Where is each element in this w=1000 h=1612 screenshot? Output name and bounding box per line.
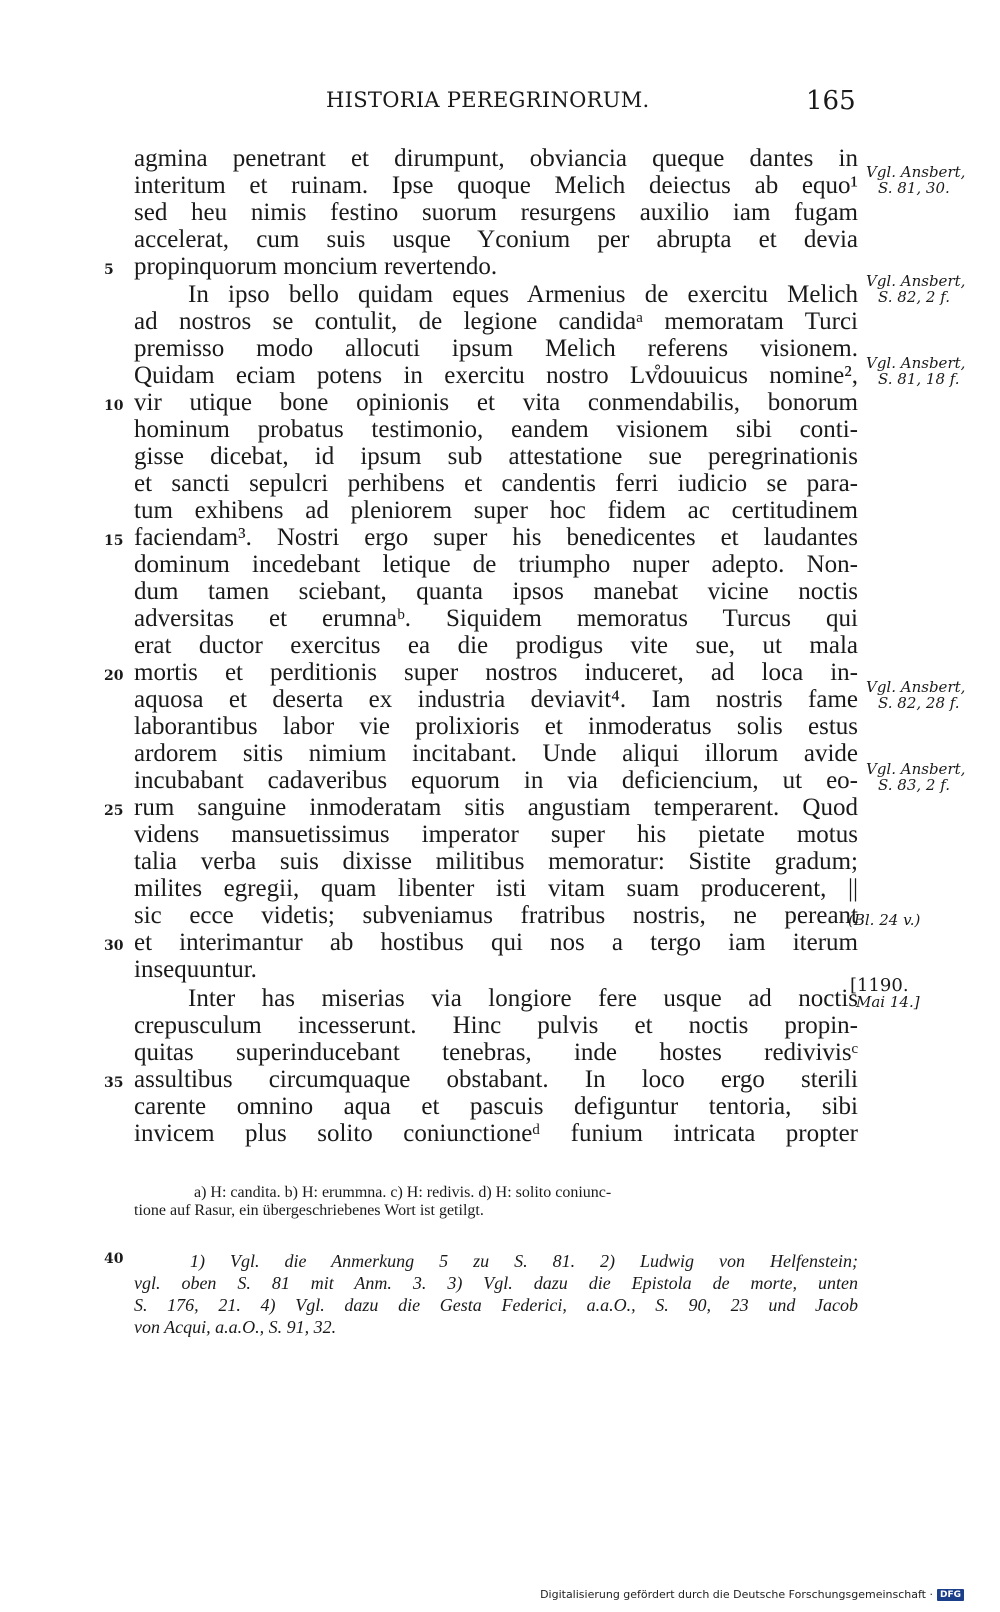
line-number: 30 [104,938,124,954]
footnote-line: vgl. oben S. 81 mit Anm. 3. 3) Vgl. dazu die Epistola de morte, unten [134,1273,858,1293]
body-line: interitum et ruinam. Ipse quoque Melich deiectus ab equo¹ [134,172,858,199]
body-line: incubabant cadaveribus equorum in via deficiencium, ut eo- [134,767,858,794]
body-line: carente omnino aqua et pascuis defiguntur tentoria, sibi [134,1093,858,1120]
margin-note-text: Vgl. Ansbert, [866,163,966,181]
margin-note [866,164,965,196]
credit-text: Digitalisierung gefördert durch die Deutsche Forschungsgemeinschaft · [540,1588,933,1601]
dfg-logo: DFG [937,1589,964,1601]
body-line: In ipso bello quidam eques Armenius de exercitu Melich [188,281,858,308]
body-line: sic ecce videtis; subveniamus fratribus nostris, ne pereant [134,902,858,929]
body-line: mortis et perditionis super nostros induceret, ad loca in- [134,659,858,686]
margin-note-text: (Bl. 24 v.) [848,911,921,929]
margin-note-text: S. 82, 28 f. [878,694,960,712]
body-line: videns mansuetissimus imperator super his pietate motus [134,821,858,848]
body-line: propinquorum moncium revertendo. [134,253,498,280]
body-line: invicem plus solito coniunctioneᵈ funium intricata propter [134,1120,858,1147]
body-line: insequuntur. [134,956,257,983]
body-line: adversitas et erumnaᵇ. Siquidem memoratus Turcus qui [134,605,858,632]
line-number: 20 [104,668,124,684]
margin-note-text: [1190. [850,975,909,996]
body-line: Quidam eciam potens in exercitu nostro Lv̊douuicus nomine², [134,362,858,389]
body-line: rum sanguine inmoderatam sitis angustiam temperarent. Quod [134,794,858,821]
margin-note-text: Vgl. Ansbert, [866,760,966,778]
body-line: premisso modo allocuti ipsum Melich referens visionem. [134,335,858,362]
apparatus-line: a) H: candita. b) H: erummna. c) H: redivis. d) H: solito coniunc- [194,1184,612,1201]
margin-note-text: Vgl. Ansbert, [866,678,966,696]
body-line: gisse dicebat, id ipsum sub attestatione sue peregrinationis [134,443,858,470]
body-line: faciendam³. Nostri ergo super his benedicentes et laudantes [134,524,858,551]
body-line: laborantibus labor vie prolixioris et inmoderatus solis estus [134,713,858,740]
margin-note [866,679,965,711]
body-line: crepusculum incesserunt. Hinc pulvis et noctis propin- [134,1012,858,1039]
running-title: HISTORIA PEREGRINORUM. [326,88,650,112]
margin-note [866,273,965,305]
body-line: Inter has miserias via longiore fere usque ad noctis [188,985,858,1012]
footnote-line: 1) Vgl. die Anmerkung 5 zu S. 81. 2) Ludwig von Helfenstein; [190,1251,858,1271]
apparatus-line: tione auf Rasur, ein übergeschriebenes Wort ist getilgt. [134,1202,484,1219]
body-line: accelerat, cum suis usque Yconium per abrupta et devia [134,226,858,253]
body-line: erat ductor exercitus ea die prodigus vite sue, ut mala [134,632,858,659]
margin-note-text: Vgl. Ansbert, [866,354,966,372]
line-number: 40 [104,1251,124,1267]
body-line: ad nostros se contulit, de legione candidaᵃ memoratam Turci [134,308,858,335]
line-number: 15 [104,533,124,549]
body-line: et sancti sepulcri perhibens et candentis ferri iudicio se para- [134,470,858,497]
body-line: assultibus circumquaque obstabant. In loco ergo sterili [134,1066,858,1093]
margin-note-text: S. 83, 2 f. [878,776,950,794]
body-line: aquosa et deserta ex industria deviavit⁴. Iam nostris fame [134,686,858,713]
body-line: dum tamen sciebant, quanta ipsos manebat vicine noctis [134,578,858,605]
footnote-line: S. 176, 21. 4) Vgl. dazu die Gesta Federici, a.a.O., S. 90, 23 und Jacob [134,1295,858,1315]
margin-note-text: S. 81, 18 f. [878,370,960,388]
margin-note-text: S. 81, 30. [878,179,950,197]
body-line: milites egregii, quam libenter isti vitam suam producerent, || [134,875,858,902]
margin-note-date [850,975,920,1011]
line-number: 35 [104,1075,124,1091]
margin-note [848,912,920,928]
body-line: hominum probatus testimonio, eandem visionem sibi conti- [134,416,858,443]
body-line: quitas superinducebant tenebras, inde hostes redivivisᶜ [134,1039,858,1066]
body-line: talia verba suis dixisse militibus memoratur: Sistite gradum; [134,848,858,875]
page-number: 165 [806,86,856,116]
margin-note [866,761,965,793]
body-line: agmina penetrant et dirumpunt, obviancia queque dantes in [134,145,858,172]
body-line: ardorem sitis nimium incitabant. Unde aliqui illorum avide [134,740,858,767]
footnote-line: von Acqui, a.a.O., S. 91, 32. [134,1317,337,1337]
body-line: vir utique bone opinionis et vita conmendabilis, bonorum [134,389,858,416]
margin-note-text: Vgl. Ansbert, [866,272,966,290]
body-line: tum exhibens ad pleniorem super hoc fidem ac certitudinem [134,497,858,524]
body-line: sed heu nimis festino suorum resurgens auxilio iam fugam [134,199,858,226]
line-number: 5 [104,262,114,278]
margin-note-text: S. 82, 2 f. [878,288,950,306]
line-number: 10 [104,398,124,414]
body-line: dominum incedebant letique de triumpho nuper adepto. Non- [134,551,858,578]
margin-note [866,355,965,387]
margin-note-text: Mai 14.] [856,993,920,1011]
digitization-credit [540,1588,964,1601]
line-number: 25 [104,803,124,819]
body-line: et interimantur ab hostibus qui nos a tergo iam iterum [134,929,858,956]
